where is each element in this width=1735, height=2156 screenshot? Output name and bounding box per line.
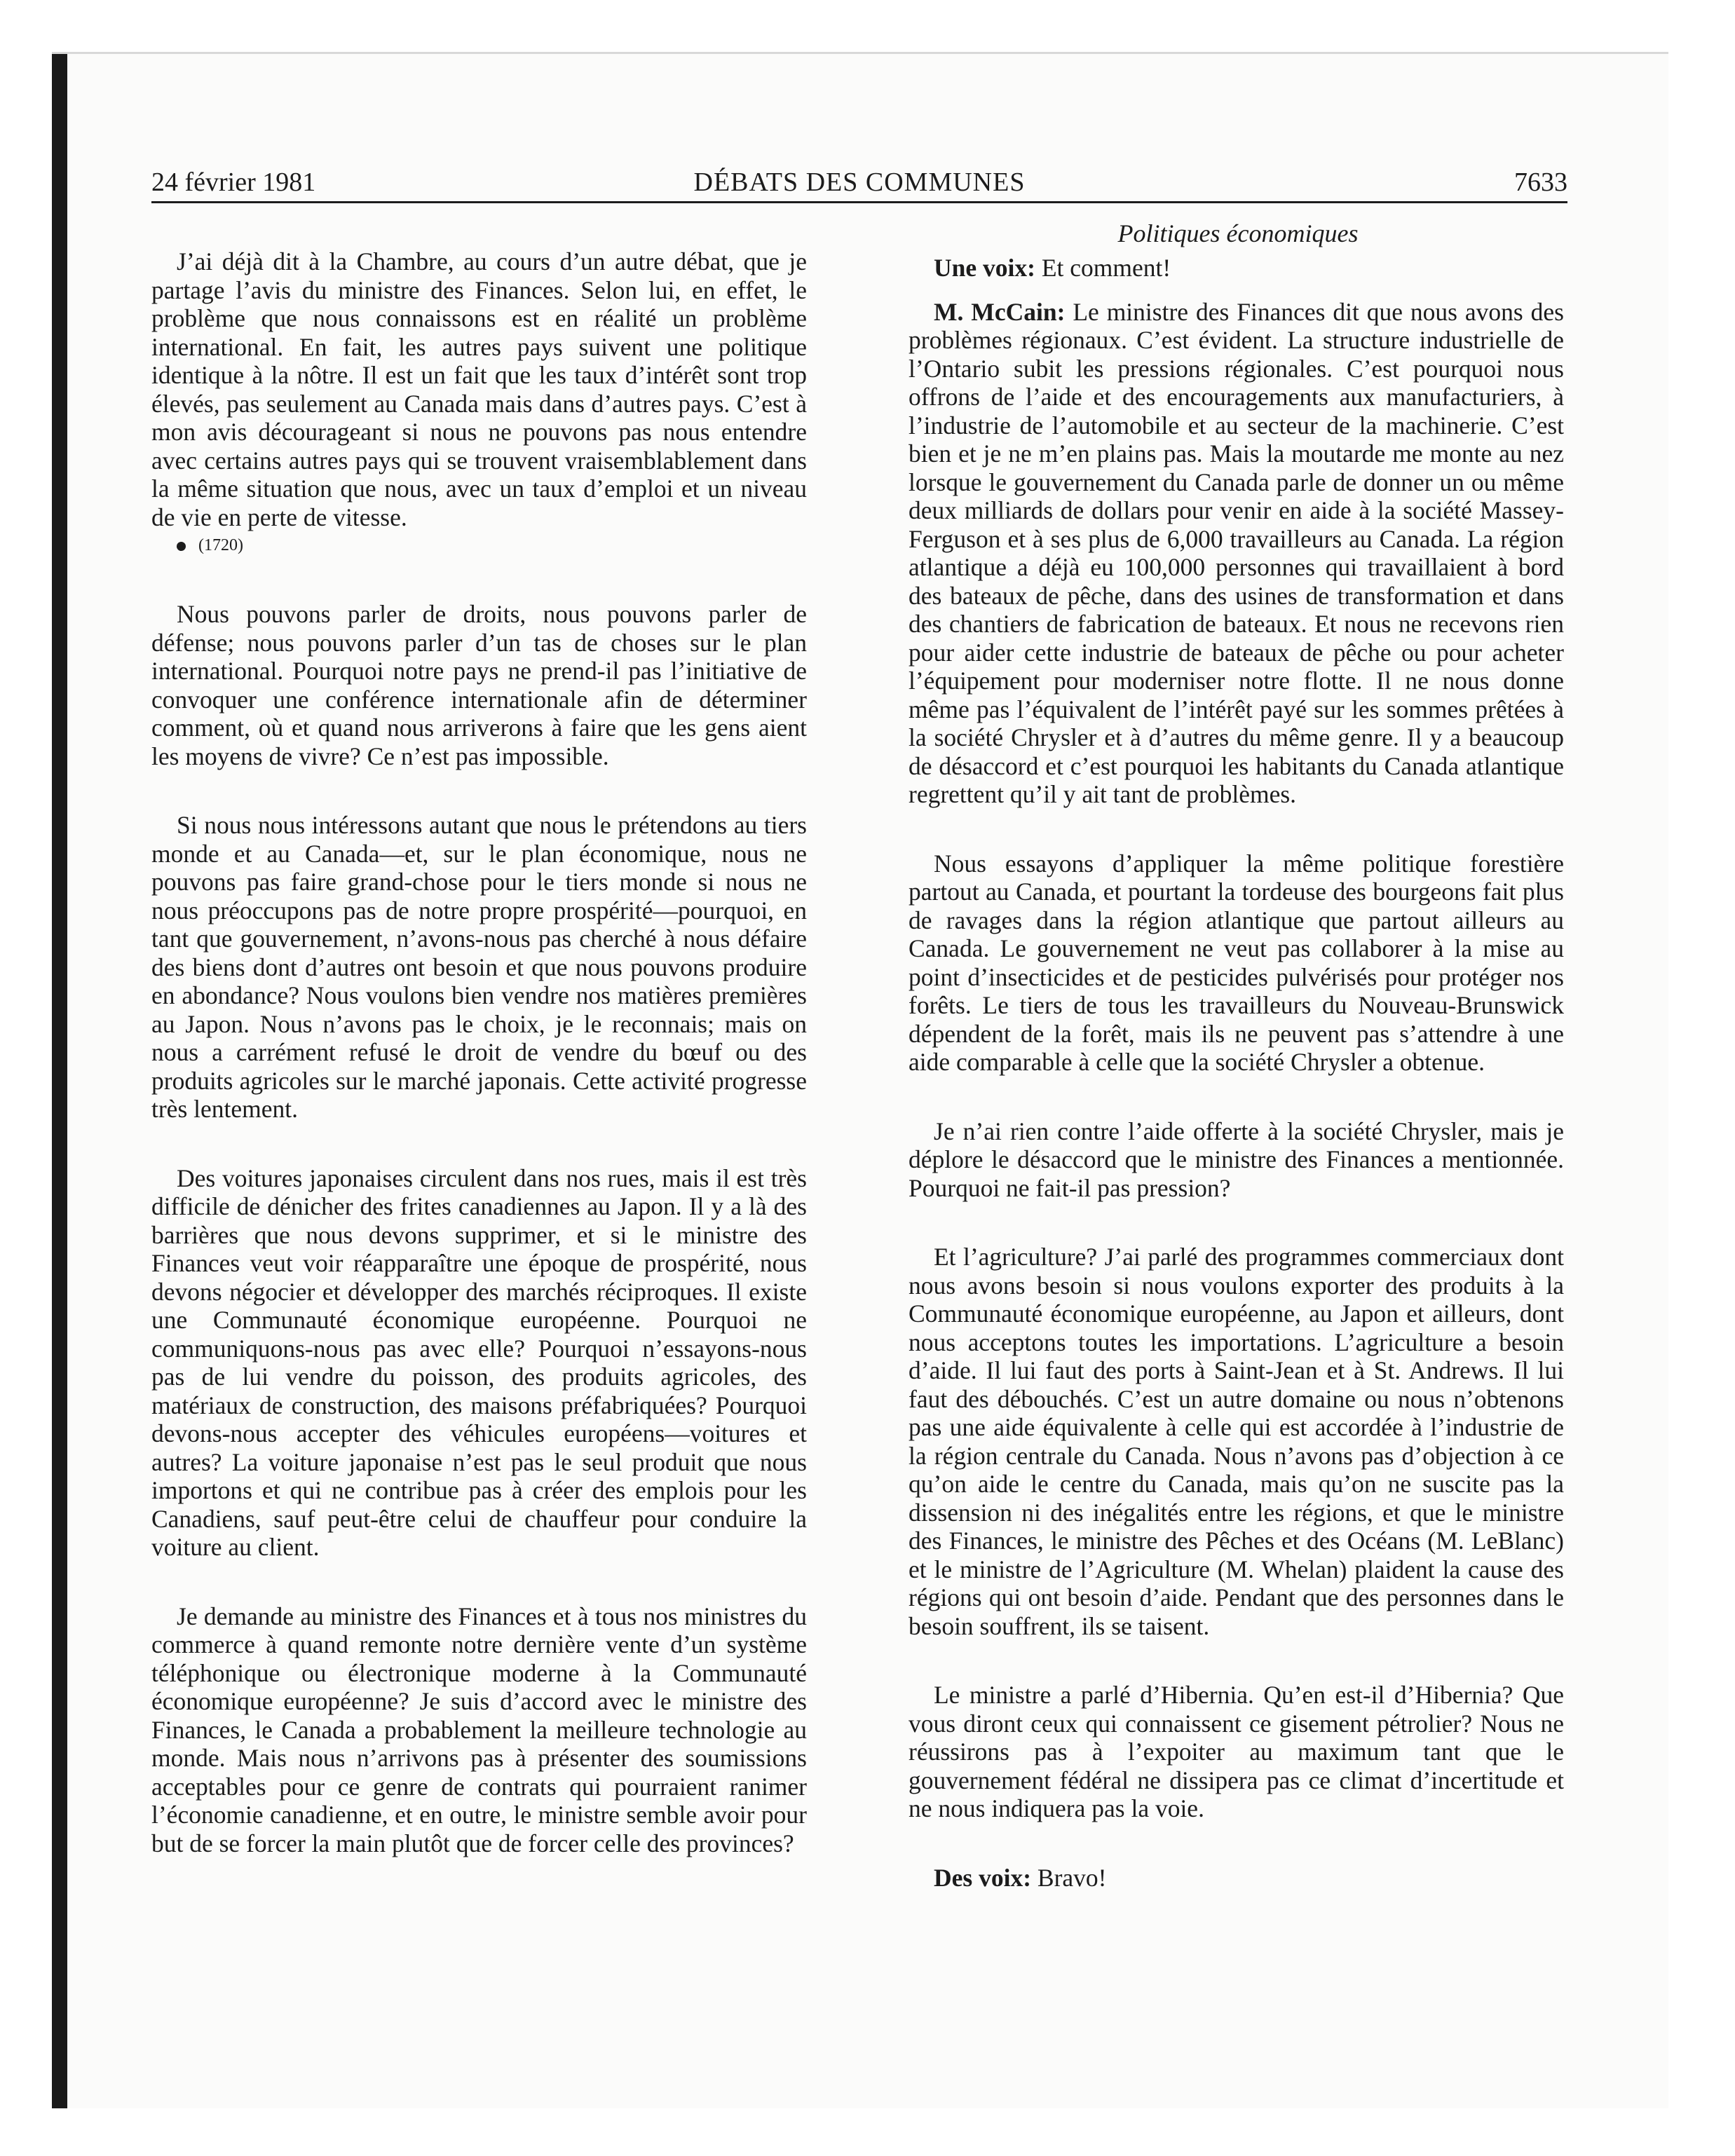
left-column bbox=[151, 247, 807, 1857]
interjection-text: Et comment! bbox=[1035, 254, 1171, 282]
interjection-1 bbox=[909, 254, 1564, 282]
speaker-label: Des voix: bbox=[934, 1863, 1032, 1892]
right-column bbox=[909, 254, 1564, 1892]
header-rule bbox=[151, 201, 1567, 203]
right-paragraph-5: Le ministre a parlé d’Hibernia. Qu’en est-il d’Hibernia? Que vous diront ceux qui connaissent ce gisement pétrolier? Nous ne réussirons pas à l’expoiter au maximum tant que le gouvernement fédéral ne dissipera pas ce climat d’incertitude et ne nous indiquera pas la voie. bbox=[909, 1681, 1564, 1822]
speaker-label: M. McCain: bbox=[934, 297, 1066, 326]
right-paragraph-3: Je n’ai rien contre l’aide offerte à la société Chrysler, mais je déplore le désaccord que le ministre des Finances a mentionnée. Pourquoi ne fait-il pas pression? bbox=[909, 1117, 1564, 1202]
bullet-icon bbox=[177, 542, 186, 551]
header-date: 24 février 1981 bbox=[151, 168, 316, 197]
time-marker-label: (1720) bbox=[198, 536, 243, 554]
left-paragraph-2: Nous pouvons parler de droits, nous pouvons parler de défense; nous pouvons parler d’un tas de choses sur le plan international. Pourquoi notre pays ne prend-il pas l’initiative de convoquer une conférence internationale afin de déterminer comment, où et quand nous arriverons à faire que les gens aient les moyens de vivre? Ce n’est pas impossible. bbox=[151, 600, 807, 770]
left-paragraph-5: Je demande au ministre des Finances et à tous nos ministres du commerce à quand remonte notre dernière vente d’un système téléphonique ou électronique moderne à la Communauté économique européenne? Je suis d’accord avec le ministre des Finances, le Canada a probablement la meilleure technologie au monde. Mais nous n’arrivons pas à présenter des soumissions acceptables pour ce genre de contrats qui pourraient ranimer l’économie canadienne, et en outre, le ministre semble avoir pour but de se forcer la main plutôt que de forcer celle des provinces? bbox=[151, 1602, 807, 1857]
left-paragraph-4: Des voitures japonaises circulent dans nos rues, mais il est très difficile de dénicher des frites canadiennes au Japon. Il y a là des barrières que nous devons supprimer, et si le ministre des Finances veut voir réapparaître une époque de prospérité, nous devons négocier et développer des marchés réciproques. Il existe une Communauté économique européenne. Pourquoi ne communiquons-nous pas avec elle? Pourquoi n’essayons-nous pas de lui vendre du poisson, des produits agricoles, des matériaux de construction, des maisons préfabriquées? Pourquoi devons-nous accepter des véhicules européens—voitures et autres? La voiture japonaise n’est pas le seul produit que nous importons et qui ne contribue pas à créer des emplois pour les Canadiens, sauf peut-être celui de chauffeur pour conduire la voiture au client. bbox=[151, 1164, 807, 1561]
right-paragraph-4: Et l’agriculture? J’ai parlé des programmes commerciaux dont nous avons besoin si nous voulons exporter des produits à la Communauté économique européenne, au Japon et ailleurs, dont nous acceptons toutes les importations. L’agriculture a besoin d’aide. Il lui faut des ports à Saint-Jean et à St. Andrews. Il lui faut des débouchés. C’est un autre domaine ou nous n’obtenons pas une aide équivalente à celle qui est accordée à l’industrie de la région centrale du Canada. Nous n’avons pas d’objection à ce qu’on aide le centre du Canada, mais qu’on ne suscite pas la dissension ni des inégalités entre les régions, et que le ministre des Finances, le ministre des Pêches et des Océans (M. LeBlanc) et le ministre de l’Agriculture (M. Whelan) plaident la cause des régions qui ont besoin d’aide. Pendant que des personnes dans le besoin souffrent, ils se taisent. bbox=[909, 1243, 1564, 1640]
interjection-text: Bravo! bbox=[1031, 1863, 1107, 1892]
left-paragraph-3: Si nous nous intéressons autant que nous le prétendons au tiers monde et au Canada—et, sur le plan économique, nous ne pouvons pas faire grand-chose pour le tiers monde si nous ne nous préoccupons pas de notre propre prospérité—pourquoi, en tant que gouvernement, n’avons-nous pas cherché à nous défaire des biens dont d’autres ont besoin et que nous pouvons produire en abondance? Nous voulons bien vendre nos matières premières au Japon. Nous n’avons pas le choix, je le reconnais; mais on nous a carrément refusé le droit de vendre du bœuf ou des produits agricoles sur le marché japonais. Cette activité progresse très lentement. bbox=[151, 811, 807, 1123]
header-page-number: 7633 bbox=[1514, 168, 1567, 197]
page-header bbox=[151, 163, 1567, 202]
speaker-label: Une voix: bbox=[934, 254, 1035, 282]
interjection-2 bbox=[909, 1864, 1564, 1892]
speech-text: Le ministre des Finances dit que nous avons des problèmes régionaux. C’est évident. La structure industrielle de l’Ontario subit les pressions régionales. C’est pourquoi nous offrons de l’aide et des encouragements aux manufacturiers, à l’industrie de l’automobile et au secteur de la machinerie. C’est bien et je ne m’en plains pas. Mais la moutarde me monte au nez lorsque le gouvernement du Canada parle de donner un ou même deux milliards de dollars pour venir en aide à la société Massey-Ferguson et à ses plus de 6,000 travailleurs au Canada. La région atlantique a déjà eu 100,000 personnes qui travaillaient à bord des bateaux de pêche, dans des usines de transformation et dans des chantiers de fabrication de bateaux. Et nous ne recevons rien pour aider cette industrie de bateaux de pêche ou pour acheter l’équipement pour moderniser notre flotte. Il ne nous donne même pas l’équivalent de l’intérêt payé sur les sommes prêtées à la société Chrysler et à d’autres du même genre. Il y a beaucoup de désaccord et c’est pourquoi les habitants du Canada atlantique regrettent qu’il y ait tant de problèmes. bbox=[909, 297, 1564, 808]
header-title: DÉBATS DES COMMUNES bbox=[693, 168, 1026, 197]
right-paragraph-2: Nous essayons d’appliquer la même politique forestière partout au Canada, et pourtant la tordeuse des bourgeons fait plus de ravages dans la région atlantique que partout ailleurs au Canada. Le gouvernement ne veut pas collaborer à la mise au point d’insecticides et de pesticides pulvérisés pour protéger nos forêts. Le tiers de tous les travailleurs du Nouveau-Brunswick dépendent de la forêt, mais ils ne peuvent pas s’attendre à une aide comparable à celle que la société Chrysler a obtenue. bbox=[909, 849, 1564, 1076]
running-head: Politiques économiques bbox=[1117, 219, 1359, 247]
time-marker bbox=[151, 531, 807, 559]
scan-edge-left bbox=[52, 52, 67, 2108]
right-paragraph-1 bbox=[909, 298, 1564, 809]
left-paragraph-1: J’ai déjà dit à la Chambre, au cours d’un autre débat, que je partage l’avis du ministre des Finances. Selon lui, en effet, le problème que nous connaissons est en réalité un problème international. En fait, les autres pays suivent une politique identique à la nôtre. Il est un fait que les taux d’intérêt sont trop élevés, pas seulement au Canada mais dans d’autres pays. C’est à mon avis décourageant si nous ne pouvons pas nous entendre avec certains autres pays qui se trouvent vraisemblablement dans la même situation que nous, avec un taux d’emploi et un niveau de vie en perte de vitesse. bbox=[151, 247, 807, 531]
